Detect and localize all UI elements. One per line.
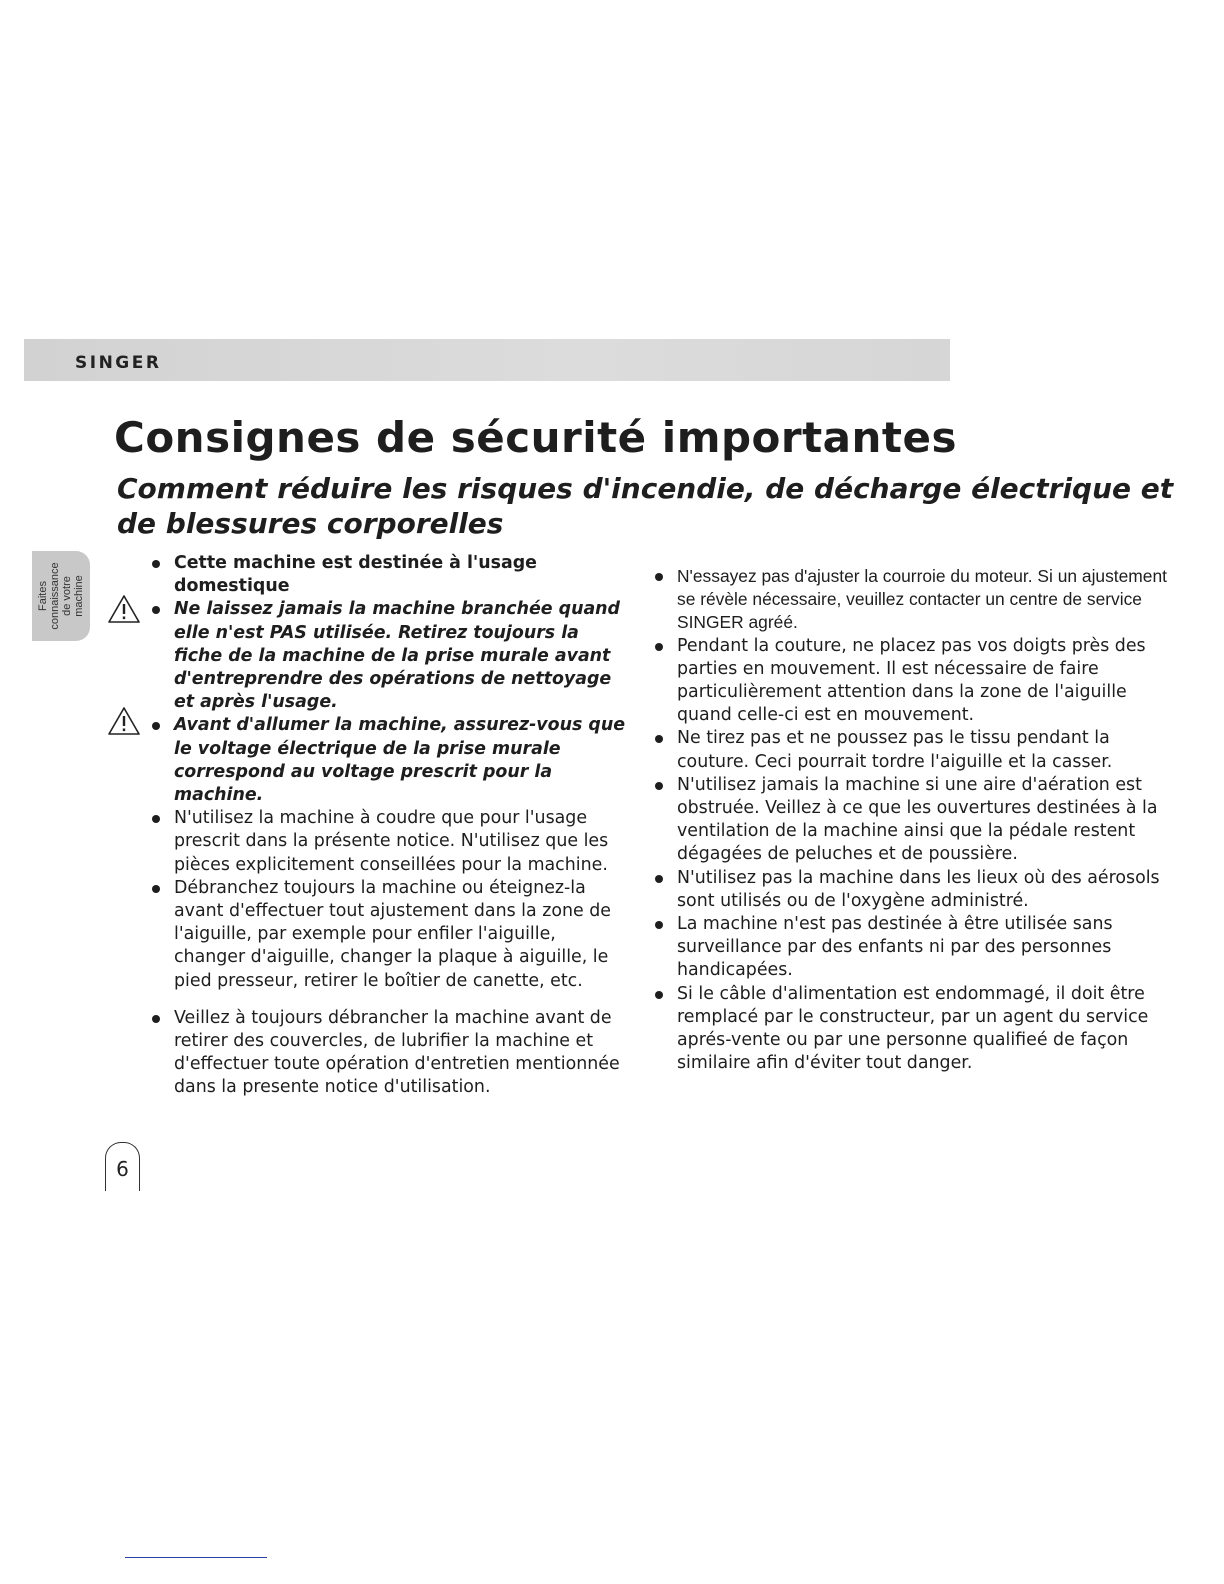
page-number: [105, 1142, 140, 1191]
brand-logo: SINGER: [75, 353, 162, 373]
bullet-dot-icon: [152, 560, 160, 568]
list-item: [653, 565, 1183, 635]
side-tab-line: de votre: [61, 576, 73, 616]
bullet-dot-icon: [655, 921, 663, 929]
side-tab-line: Faites: [37, 581, 49, 611]
list-item-text: N'utilisez la machine à coudre que pour l'usage prescrit dans la présente notice. N'utilisez que les pièces explicitement conseillées pour la machine.: [174, 808, 609, 875]
right-column: [653, 565, 1183, 1075]
list-item-text: Avant d'allumer la machine, assurez-vous que le voltage électrique de la prise murale correspond au voltage prescrit pour la machine.: [174, 715, 626, 806]
bullet-dot-icon: [655, 735, 663, 743]
list-item: [653, 727, 1183, 773]
page-title: Consignes de sécurité importantes: [114, 413, 957, 462]
list-item-text: Si le câble d'alimentation est endommagé, il doit être remplacé par le constructeur, par un agent du service aprés-vente ou par une personne qualifieé de façon similaire afin d'éviter tout danger.: [677, 983, 1149, 1074]
list-item: [653, 635, 1183, 728]
page-subtitle: Comment réduire les risques d'incendie, de décharge électrique et de blessures corporelles: [117, 472, 1174, 540]
side-tab-line: connaissance: [49, 562, 61, 630]
list-item-text: Débranchez toujours la machine ou éteignez-la avant d'effectuer tout ajustement dans la zone de l'aiguille, par exemple pour enfiler l'aiguille, changer d'aiguille, changer la plaque à aiguille, le pied presseur, retirer le boîtier de canette, etc.: [174, 877, 611, 991]
list-item-text: La machine n'est pas destinée à être utilisée sans surveillance par des enfants ni par des personnes handicapées.: [677, 914, 1113, 981]
warning-triangle-icon: [107, 706, 141, 736]
list-item: [150, 714, 630, 807]
bullet-dot-icon: [655, 875, 663, 883]
list-item-text: Ne laissez jamais la machine branchée quand elle n'est PAS utilisée. Retirez toujours la fiche de la machine de la prise murale avant d'entreprendre des opérations de nettoyage et après l'usage.: [174, 599, 621, 713]
list-item-text: Pendant la couture, ne placez pas vos doigts près des parties en mouvement. Il est nécessaire de faire particulièrement attention dans la zone de l'aiguille quand celle-ci est en mouvement.: [677, 635, 1146, 726]
section-side-tab: [32, 551, 90, 641]
list-item: [150, 1007, 630, 1100]
bullet-dot-icon: [655, 573, 663, 581]
bullet-dot-icon: [152, 885, 160, 893]
list-item-text: Ne tirez pas et ne poussez pas le tissu pendant la couture. Ceci pourrait tordre l'aiguille et la casser.: [677, 728, 1113, 772]
bullet-dot-icon: [152, 722, 160, 730]
list-item-text: Veillez à toujours débrancher la machine avant de retirer des couvercles, de lubrifier la machine et d'effectuer toute opération d'entretien mentionnée dans la presente notice d'utilisation.: [174, 1007, 620, 1098]
side-tab-line: machine: [73, 575, 85, 617]
list-item: [150, 552, 630, 598]
page-number-text: 6: [116, 1157, 129, 1181]
bullet-dot-icon: [152, 606, 160, 614]
bullet-dot-icon: [655, 782, 663, 790]
list-item: [150, 877, 630, 993]
list-item-text: Cette machine est destinée à l'usage domestique: [174, 553, 537, 597]
list-item: [653, 774, 1183, 867]
list-item-text: N'essayez pas d'ajuster la courroie du moteur. Si un ajustement se révèle nécessaire, veuillez contacter un centre de service SINGER agréé.: [677, 566, 1167, 633]
list-item: [150, 807, 630, 877]
warning-triangle-icon: [107, 594, 141, 624]
bullet-dot-icon: [655, 643, 663, 651]
list-item-text: N'utilisez pas la machine dans les lieux où des aérosols sont utilisés ou de l'oxygène administré.: [677, 867, 1160, 911]
left-column: [150, 552, 630, 1100]
section-side-tab-label: [32, 551, 90, 641]
bottom-rule: [125, 1557, 267, 1558]
list-item: [653, 867, 1183, 913]
bullet-dot-icon: [152, 815, 160, 823]
list-item: [150, 598, 630, 714]
list-item: [653, 983, 1183, 1076]
list-item-text: N'utilisez jamais la machine si une aire d'aération est obstruée. Veillez à ce que les ouvertures destinées à la ventilation de la machine ainsi que la pédale restent dégagées de peluches et de poussière.: [677, 774, 1158, 865]
header-band: [24, 339, 950, 381]
list-item: [653, 913, 1183, 983]
bullet-dot-icon: [152, 1015, 160, 1023]
bullet-dot-icon: [655, 991, 663, 999]
